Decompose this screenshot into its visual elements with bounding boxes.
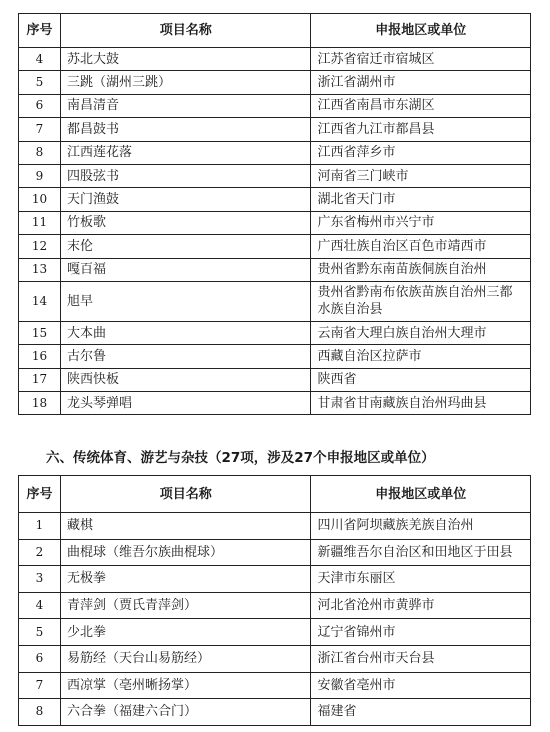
- row-project-name: 苏北大鼓: [60, 48, 310, 71]
- header-region: 申报地区或单位: [311, 14, 531, 48]
- table-row: [19, 672, 531, 699]
- row-index: 3: [19, 566, 61, 593]
- row-project-name: 易筋经（天台山易筋经）: [60, 645, 310, 672]
- row-region: 江苏省宿迁市宿城区: [311, 48, 531, 71]
- row-region: 河北省沧州市黄骅市: [311, 592, 531, 619]
- row-region: 湖北省天门市: [311, 188, 531, 211]
- row-region: 云南省大理白族自治州大理市: [311, 321, 531, 344]
- row-project-name: 西凉掌（亳州晰扬掌）: [60, 672, 310, 699]
- row-project-name: 无极拳: [60, 566, 310, 593]
- row-index: 15: [19, 321, 61, 344]
- row-index: 16: [19, 345, 61, 368]
- table-row: [19, 592, 531, 619]
- table-header-row: [19, 476, 531, 513]
- row-index: 2: [19, 539, 61, 566]
- row-region: 浙江省台州市天台县: [311, 645, 531, 672]
- row-index: 8: [19, 141, 61, 164]
- table-row: [19, 345, 531, 368]
- table-row: [19, 94, 531, 117]
- row-index: 12: [19, 235, 61, 258]
- row-project-name: 嘎百福: [60, 258, 310, 281]
- table-row: [19, 211, 531, 234]
- table-header-row: [19, 14, 531, 48]
- row-index: 10: [19, 188, 61, 211]
- row-region: 陕西省: [311, 368, 531, 391]
- row-index: 8: [19, 699, 61, 726]
- row-region: 河南省三门峡市: [311, 164, 531, 187]
- table-row: [19, 164, 531, 187]
- row-index: 7: [19, 118, 61, 141]
- table-row: [19, 368, 531, 391]
- row-region: 天津市东丽区: [311, 566, 531, 593]
- table-row: [19, 188, 531, 211]
- header-project-name: 项目名称: [60, 476, 310, 513]
- heritage-table-1: [18, 13, 531, 415]
- header-project-name: 项目名称: [60, 14, 310, 48]
- row-project-name: 末伦: [60, 235, 310, 258]
- row-project-name: 龙头琴弹唱: [60, 392, 310, 415]
- row-index: 6: [19, 645, 61, 672]
- row-region: 浙江省湖州市: [311, 71, 531, 94]
- row-region: 江西省南昌市东湖区: [311, 94, 531, 117]
- header-index: 序号: [19, 476, 61, 513]
- row-region: 广东省梅州市兴宁市: [311, 211, 531, 234]
- table-row: [19, 619, 531, 646]
- row-project-name: 竹板歌: [60, 211, 310, 234]
- row-project-name: 曲棍球（维吾尔族曲棍球）: [60, 539, 310, 566]
- row-project-name: 陕西快板: [60, 368, 310, 391]
- table-row: [19, 48, 531, 71]
- table-row: [19, 71, 531, 94]
- row-region: 甘肃省甘南藏族自治州玛曲县: [311, 392, 531, 415]
- row-region: 江西省九江市都昌县: [311, 118, 531, 141]
- row-region: 西藏自治区拉萨市: [311, 345, 531, 368]
- row-region: 贵州省黔南布依族苗族自治州三都水族自治县: [311, 281, 531, 321]
- row-index: 14: [19, 281, 61, 321]
- table-row: [19, 141, 531, 164]
- table-row: [19, 513, 531, 540]
- row-project-name: 六合拳（福建六合门）: [60, 699, 310, 726]
- row-project-name: 江西莲花落: [60, 141, 310, 164]
- row-index: 5: [19, 71, 61, 94]
- row-project-name: 旭早: [60, 281, 310, 321]
- row-project-name: 青萍剑（贾氏青萍剑）: [60, 592, 310, 619]
- row-project-name: 天门渔鼓: [60, 188, 310, 211]
- row-project-name: 大本曲: [60, 321, 310, 344]
- header-region: 申报地区或单位: [311, 476, 531, 513]
- row-index: 7: [19, 672, 61, 699]
- row-project-name: 藏棋: [60, 513, 310, 540]
- row-project-name: 南昌清音: [60, 94, 310, 117]
- row-project-name: 古尔鲁: [60, 345, 310, 368]
- table-row: [19, 645, 531, 672]
- header-index: 序号: [19, 14, 61, 48]
- row-project-name: 四股弦书: [60, 164, 310, 187]
- table-row: [19, 539, 531, 566]
- table-row: [19, 281, 531, 321]
- row-region: 安徽省亳州市: [311, 672, 531, 699]
- row-project-name: 都昌鼓书: [60, 118, 310, 141]
- row-index: 6: [19, 94, 61, 117]
- heritage-table-2: [18, 475, 531, 726]
- row-index: 4: [19, 48, 61, 71]
- row-project-name: 三跳（湖州三跳）: [60, 71, 310, 94]
- table-row: [19, 118, 531, 141]
- section-heading: 六、传统体育、游艺与杂技（27项，涉及27个申报地区或单位）: [46, 450, 435, 466]
- row-index: 9: [19, 164, 61, 187]
- row-index: 11: [19, 211, 61, 234]
- table-row: [19, 566, 531, 593]
- row-index: 5: [19, 619, 61, 646]
- row-index: 18: [19, 392, 61, 415]
- row-index: 13: [19, 258, 61, 281]
- row-region: 辽宁省锦州市: [311, 619, 531, 646]
- table-row: [19, 321, 531, 344]
- row-region: 新疆维吾尔自治区和田地区于田县: [311, 539, 531, 566]
- row-region: 四川省阿坝藏族羌族自治州: [311, 513, 531, 540]
- row-region: 福建省: [311, 699, 531, 726]
- row-project-name: 少北拳: [60, 619, 310, 646]
- table-row: [19, 235, 531, 258]
- table-row: [19, 258, 531, 281]
- row-region: 江西省萍乡市: [311, 141, 531, 164]
- row-index: 1: [19, 513, 61, 540]
- row-region: 贵州省黔东南苗族侗族自治州: [311, 258, 531, 281]
- table-row: [19, 392, 531, 415]
- row-index: 4: [19, 592, 61, 619]
- row-region: 广西壮族自治区百色市靖西市: [311, 235, 531, 258]
- row-index: 17: [19, 368, 61, 391]
- table-row: [19, 699, 531, 726]
